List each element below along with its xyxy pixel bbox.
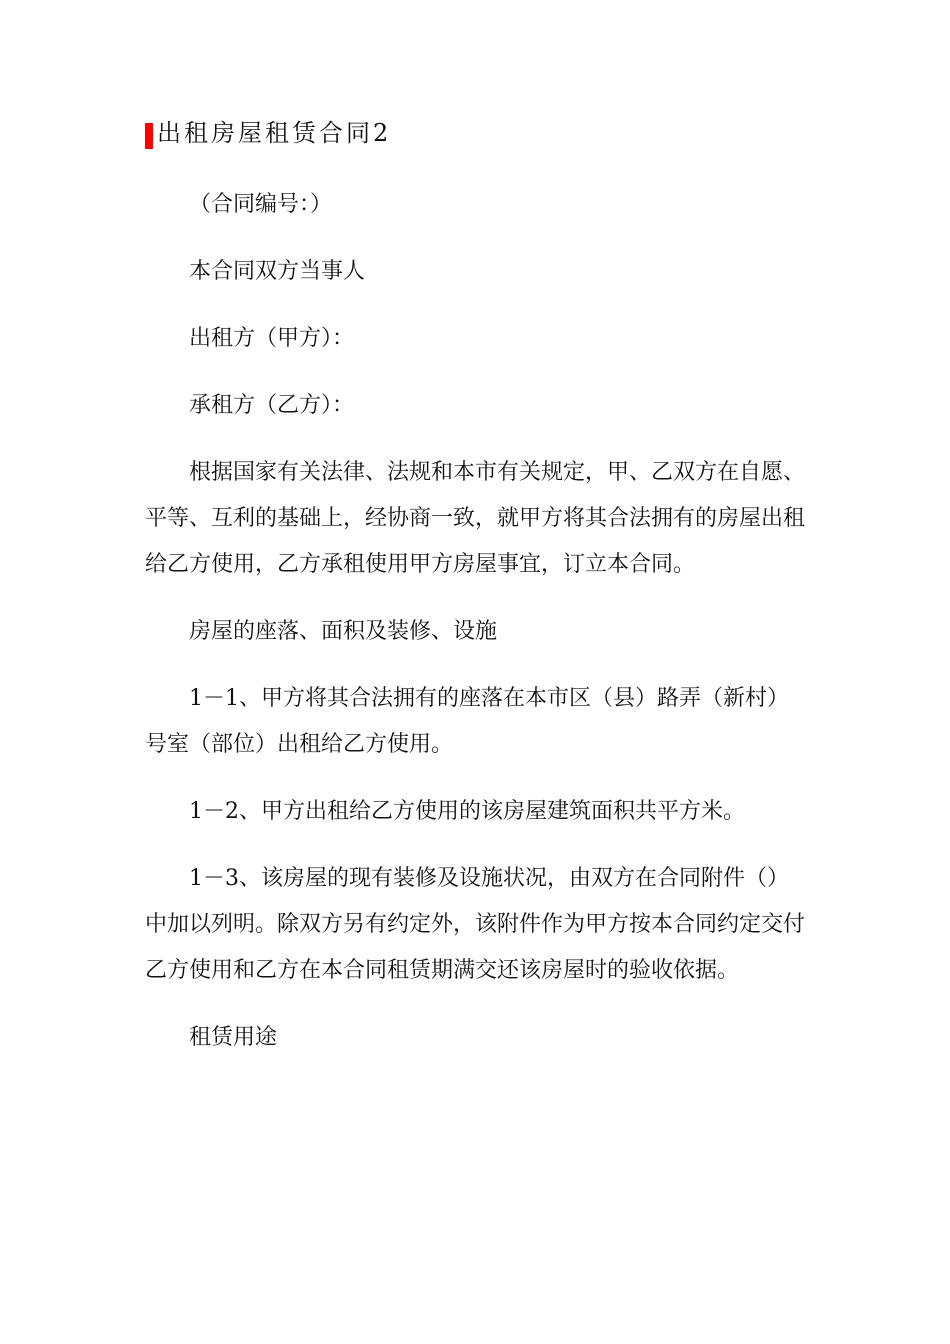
clause-1-1: 1－1、甲方将其合法拥有的座落在本市区（县）路弄（新村）号室（部位）出租给乙方使用。 bbox=[145, 686, 789, 757]
section-heading-usage: 租赁用途 bbox=[189, 1025, 278, 1050]
document-body bbox=[145, 182, 810, 1082]
contract-number: （合同编号：） bbox=[189, 192, 333, 217]
lessor-line: 出租方（甲方）： bbox=[189, 326, 355, 351]
clause-1-2: 1－2、甲方出租给乙方使用的该房屋建筑面积共平方米。 bbox=[189, 799, 745, 824]
title-row bbox=[145, 116, 391, 150]
section-heading-property: 房屋的座落、面积及装修、设施 bbox=[189, 619, 498, 644]
preamble-paragraph: 根据国家有关法律、法规和本市有关规定，甲、乙双方在自愿、平等、互利的基础上，经协商一致，就甲方将其合法拥有的房屋出租给乙方使用，乙方承租使用甲方房屋事宜，订立本合同。 bbox=[145, 460, 806, 577]
document-title: 出租房屋租赁合同2 bbox=[157, 119, 392, 147]
title-marker bbox=[145, 123, 153, 149]
lessee-line: 承租方（乙方）： bbox=[189, 393, 355, 418]
clause-1-3: 1－3、该房屋的现有装修及设施状况，由双方在合同附件（）中加以列明。除双方另有约定外，该附件作为甲方按本合同约定交付乙方使用和乙方在本合同租赁期满交还该房屋时的验收依据。 bbox=[145, 866, 806, 983]
parties-heading: 本合同双方当事人 bbox=[189, 259, 366, 284]
